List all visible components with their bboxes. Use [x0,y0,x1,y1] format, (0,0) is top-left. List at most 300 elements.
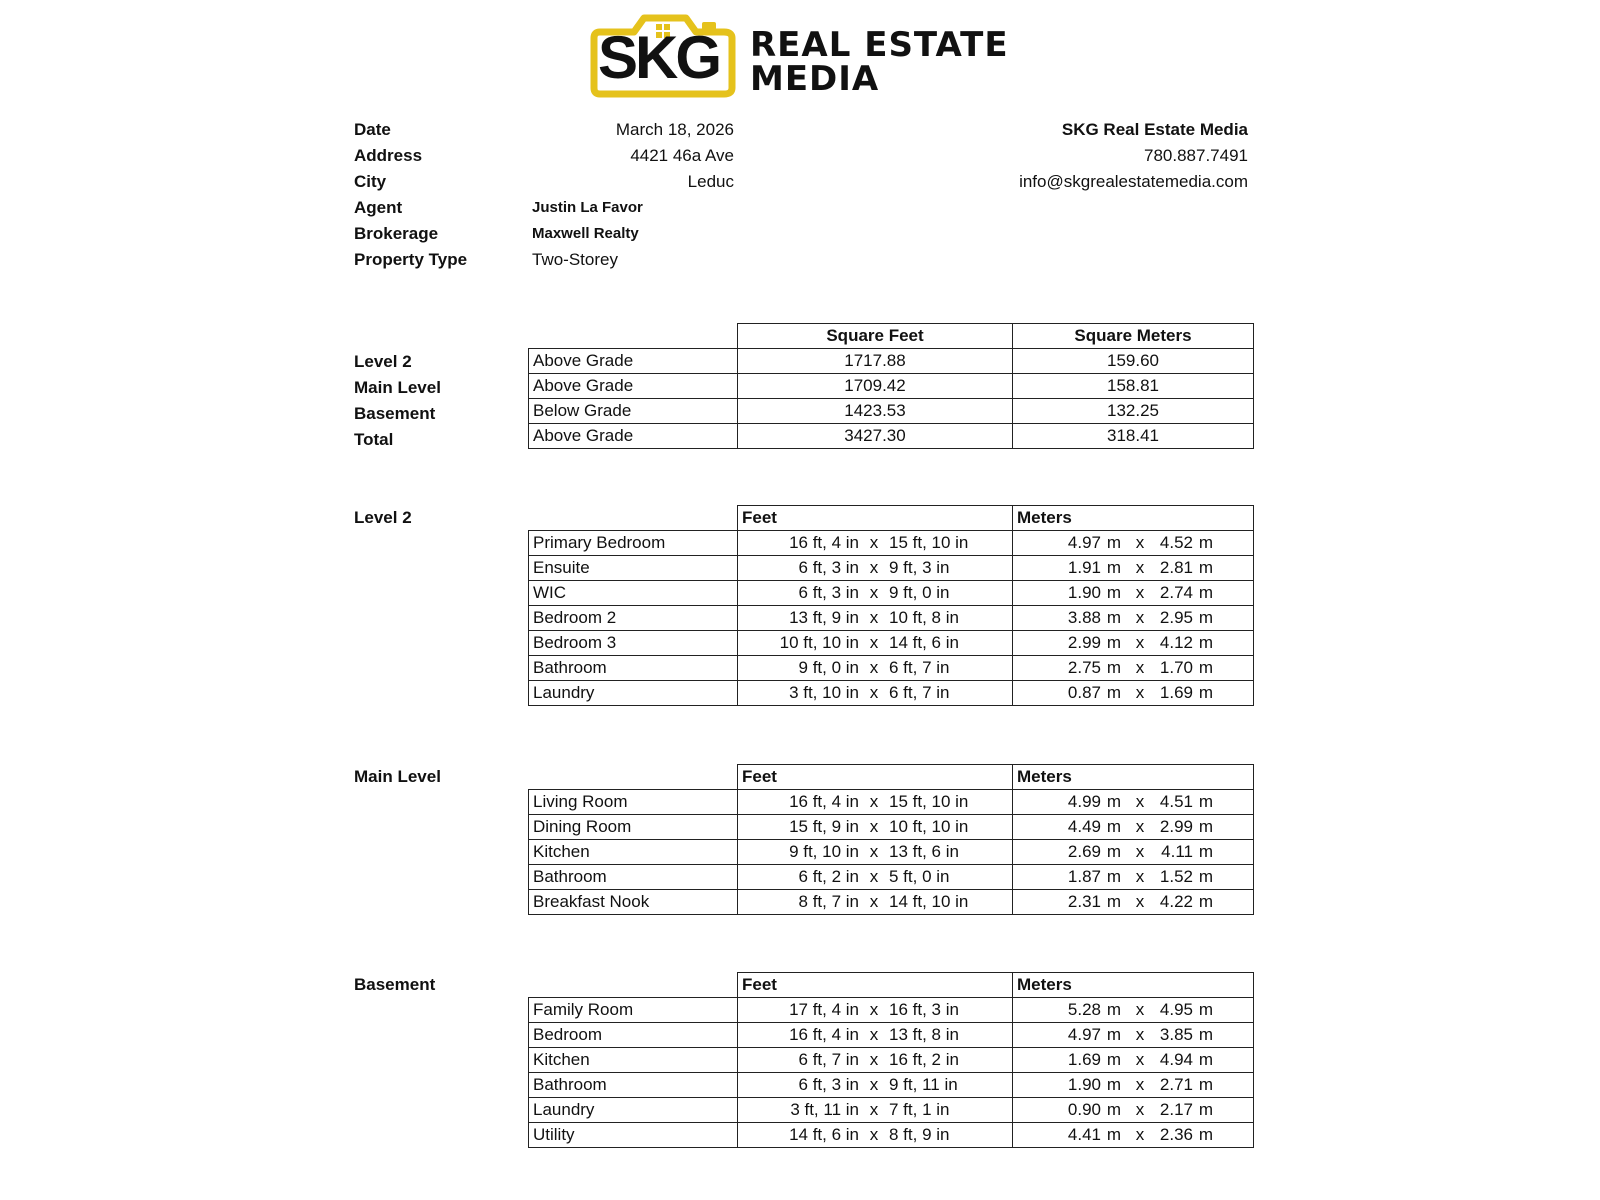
summary-sqm-cell: 158.81 [1013,374,1254,399]
room-meters-cell [1013,556,1254,581]
meters-unit: m [1106,1050,1122,1069]
feet-length: 15 ft, 10 in [889,792,969,811]
meters-unit: m [1198,867,1214,886]
meters-unit: m [1106,792,1122,811]
feet-length: 6 ft, 7 in [889,658,950,677]
meters-length: 3.85 [1159,1025,1193,1044]
feet-times-sign: x [869,1075,879,1094]
room-row [529,790,1254,815]
meters-times-sign: x [1135,583,1145,602]
meters-length: 4.51 [1159,792,1193,811]
feet-length: 13 ft, 6 in [889,842,959,861]
feet-dimension [742,790,1008,814]
room-meters-cell [1013,1048,1254,1073]
feet-dimension [742,1098,1008,1122]
meters-times-sign: x [1135,1000,1145,1019]
feet-width: 6 ft, 3 in [798,1075,859,1094]
room-row [529,531,1254,556]
feet-times-sign: x [869,842,879,861]
room-meters-cell [1013,890,1254,915]
meters-length: 2.81 [1159,558,1193,577]
meters-length: 4.22 [1159,892,1193,911]
meters-unit: m [1106,867,1122,886]
meters-unit: m [1198,633,1214,652]
room-name-cell: Ensuite [529,556,738,581]
room-header-blank [529,973,738,998]
feet-width: 3 ft, 10 in [789,683,859,702]
room-row [529,815,1254,840]
feet-dimension [742,1073,1008,1097]
summary-sqm-cell: 159.60 [1013,349,1254,374]
meters-dimension [1017,531,1249,555]
feet-dimension [742,606,1008,630]
room-name-cell: Living Room [529,790,738,815]
meters-times-sign: x [1135,817,1145,836]
summary-grade-cell: Above Grade [529,374,738,399]
property-type-label: Property Type [354,250,468,269]
meters-width: 5.28 [1067,1000,1101,1019]
room-feet-cell [738,840,1013,865]
room-meters-cell [1013,681,1254,706]
meters-times-sign: x [1135,842,1145,861]
feet-length: 14 ft, 6 in [889,633,959,652]
room-name-cell: Laundry [529,681,738,706]
room-name-cell: Laundry [529,1098,738,1123]
room-row [529,998,1254,1023]
brokerage-value: Maxwell Realty [532,225,639,242]
meters-width: 4.49 [1067,817,1101,836]
feet-length: 14 ft, 10 in [889,892,969,911]
city-label: City [354,172,387,191]
level-section-title: Main Level [354,767,441,786]
feet-times-sign: x [869,533,879,552]
feet-dimension [742,581,1008,605]
feet-width: 6 ft, 3 in [798,558,859,577]
meters-dimension [1017,790,1249,814]
meters-unit: m [1106,1000,1122,1019]
meters-unit: m [1198,1125,1214,1144]
room-meters-cell [1013,531,1254,556]
room-feet-cell [738,556,1013,581]
meters-width: 4.97 [1067,533,1101,552]
room-table-header-row [529,506,1254,531]
meters-dimension [1017,840,1249,864]
meters-width: 4.97 [1067,1025,1101,1044]
meters-unit: m [1198,1050,1214,1069]
meters-length: 4.95 [1159,1000,1193,1019]
room-name-cell: Primary Bedroom [529,531,738,556]
room-meters-cell [1013,1023,1254,1048]
summary-sqft-cell: 1709.42 [738,374,1013,399]
meters-unit: m [1198,1000,1214,1019]
summary-header-sqft: Square Feet [738,324,1013,349]
feet-length: 10 ft, 10 in [889,817,969,836]
meters-unit: m [1106,583,1122,602]
feet-times-sign: x [869,867,879,886]
meters-dimension [1017,865,1249,889]
feet-length: 16 ft, 2 in [889,1050,959,1069]
room-feet-cell [738,1098,1013,1123]
feet-width: 16 ft, 4 in [789,1025,859,1044]
meters-unit: m [1106,533,1122,552]
meters-unit: m [1198,583,1214,602]
room-feet-cell [738,1123,1013,1148]
feet-dimension [742,656,1008,680]
feet-length: 8 ft, 9 in [889,1125,950,1144]
meters-times-sign: x [1135,533,1145,552]
feet-length: 13 ft, 8 in [889,1025,959,1044]
feet-times-sign: x [869,1000,879,1019]
meters-column-header: Meters [1013,506,1254,531]
feet-width: 15 ft, 9 in [789,817,859,836]
feet-column-header: Feet [738,973,1013,998]
meters-dimension [1017,1073,1249,1097]
room-row [529,1123,1254,1148]
room-dimensions-table [528,972,1254,1148]
summary-row [529,399,1254,424]
feet-dimension [742,1023,1008,1047]
meters-unit: m [1106,608,1122,627]
meters-dimension [1017,556,1249,580]
room-name-cell: Bathroom [529,865,738,890]
feet-length: 9 ft, 11 in [889,1075,958,1094]
agent-label: Agent [354,198,403,217]
logo-wordmark-line1: REAL ESTATE [750,25,1009,65]
feet-times-sign: x [869,558,879,577]
date-value: March 18, 2026 [615,120,734,139]
meters-width: 2.99 [1067,633,1101,652]
meters-unit: m [1106,658,1122,677]
level-section-title: Basement [354,975,436,994]
room-name-cell: Dining Room [529,815,738,840]
room-meters-cell [1013,631,1254,656]
feet-length: 10 ft, 8 in [889,608,959,627]
room-feet-cell [738,998,1013,1023]
meters-width: 0.87 [1067,683,1101,702]
room-feet-cell [738,581,1013,606]
room-meters-cell [1013,1123,1254,1148]
meters-length: 2.95 [1159,608,1193,627]
room-meters-cell [1013,656,1254,681]
summary-row [529,424,1254,449]
room-header-blank [529,765,738,790]
meters-width: 1.90 [1067,583,1101,602]
meters-width: 1.90 [1067,1075,1101,1094]
meters-unit: m [1198,608,1214,627]
feet-length: 9 ft, 0 in [889,583,950,602]
meters-dimension [1017,631,1249,655]
feet-length: 15 ft, 10 in [889,533,969,552]
room-row [529,1023,1254,1048]
logo-mark-text: SKG [598,24,720,91]
room-name-cell: WIC [529,581,738,606]
feet-width: 13 ft, 9 in [789,608,859,627]
room-meters-cell [1013,606,1254,631]
room-row [529,631,1254,656]
summary-level-label: Basement [354,404,436,423]
meters-times-sign: x [1135,633,1145,652]
room-feet-cell [738,681,1013,706]
room-name-cell: Bathroom [529,656,738,681]
brokerage-label: Brokerage [354,224,439,243]
room-row [529,1048,1254,1073]
feet-dimension [742,531,1008,555]
room-feet-cell [738,531,1013,556]
feet-dimension [742,890,1008,914]
room-table-header-row [529,765,1254,790]
meters-times-sign: x [1135,1025,1145,1044]
feet-dimension [742,998,1008,1022]
feet-width: 6 ft, 3 in [798,583,859,602]
meters-dimension [1017,815,1249,839]
summary-level-label: Level 2 [354,352,412,371]
meters-times-sign: x [1135,658,1145,677]
meters-unit: m [1106,633,1122,652]
room-meters-cell [1013,1073,1254,1098]
room-dimensions-table [528,764,1254,915]
meters-unit: m [1198,683,1214,702]
feet-width: 6 ft, 2 in [798,867,859,886]
meters-times-sign: x [1135,683,1145,702]
feet-times-sign: x [869,658,879,677]
room-row [529,656,1254,681]
meters-length: 2.74 [1159,583,1193,602]
room-feet-cell [738,1048,1013,1073]
feet-width: 9 ft, 0 in [798,658,859,677]
meters-unit: m [1198,558,1214,577]
summary-row [529,349,1254,374]
meters-dimension [1017,1023,1249,1047]
room-meters-cell [1013,790,1254,815]
company-logo [586,12,1016,98]
room-name-cell: Kitchen [529,1048,738,1073]
room-row [529,840,1254,865]
feet-dimension [742,1123,1008,1147]
feet-width: 6 ft, 7 in [798,1050,859,1069]
summary-level-label: Total [354,430,394,449]
meters-width: 2.69 [1067,842,1101,861]
feet-dimension [742,631,1008,655]
room-name-cell: Bedroom 3 [529,631,738,656]
feet-column-header: Feet [738,765,1013,790]
feet-length: 16 ft, 3 in [889,1000,959,1019]
room-meters-cell [1013,840,1254,865]
meters-width: 0.90 [1067,1100,1101,1119]
meters-unit: m [1106,1125,1122,1144]
meters-width: 2.75 [1067,658,1101,677]
feet-width: 16 ft, 4 in [789,792,859,811]
meters-times-sign: x [1135,1125,1145,1144]
area-summary-table [528,323,1254,449]
feet-width: 8 ft, 7 in [798,892,859,911]
summary-grade-cell: Above Grade [529,424,738,449]
meters-unit: m [1198,658,1214,677]
feet-dimension [742,556,1008,580]
room-feet-cell [738,865,1013,890]
meters-length: 2.99 [1159,817,1193,836]
room-feet-cell [738,790,1013,815]
room-meters-cell [1013,581,1254,606]
meters-width: 4.41 [1067,1125,1101,1144]
meters-dimension [1017,1123,1249,1147]
summary-grade-cell: Above Grade [529,349,738,374]
room-row [529,556,1254,581]
meters-unit: m [1198,842,1214,861]
company-name: SKG Real Estate Media [1061,120,1248,139]
company-phone: 780.887.7491 [1144,146,1248,165]
feet-width: 10 ft, 10 in [779,633,859,652]
room-meters-cell [1013,1098,1254,1123]
room-dimensions-table [528,505,1254,706]
feet-dimension [742,1048,1008,1072]
room-feet-cell [738,890,1013,915]
feet-dimension [742,815,1008,839]
room-name-cell: Utility [529,1123,738,1148]
room-feet-cell [738,1073,1013,1098]
room-name-cell: Bathroom [529,1073,738,1098]
feet-times-sign: x [869,683,879,702]
summary-sqft-cell: 1423.53 [738,399,1013,424]
meters-length: 1.70 [1159,658,1193,677]
feet-width: 9 ft, 10 in [789,842,859,861]
feet-times-sign: x [869,1025,879,1044]
meters-dimension [1017,581,1249,605]
meters-times-sign: x [1135,892,1145,911]
feet-length: 5 ft, 0 in [889,867,950,886]
meters-length: 1.52 [1159,867,1193,886]
city-value: Leduc [687,172,734,191]
room-feet-cell [738,1023,1013,1048]
feet-width: 17 ft, 4 in [789,1000,859,1019]
summary-sqm-cell: 318.41 [1013,424,1254,449]
room-meters-cell [1013,815,1254,840]
room-table-header-row [529,973,1254,998]
feet-times-sign: x [869,583,879,602]
property-type-value: Two-Storey [532,250,618,269]
company-email: info@skgrealestatemedia.com [1019,172,1248,191]
feet-times-sign: x [869,1050,879,1069]
meters-times-sign: x [1135,558,1145,577]
room-row [529,865,1254,890]
room-feet-cell [738,606,1013,631]
meters-unit: m [1198,817,1214,836]
meters-times-sign: x [1135,1075,1145,1094]
meters-dimension [1017,1048,1249,1072]
meters-width: 1.91 [1067,558,1101,577]
feet-times-sign: x [869,608,879,627]
room-name-cell: Bedroom [529,1023,738,1048]
meters-dimension [1017,681,1249,705]
meters-unit: m [1198,1100,1214,1119]
summary-row [529,374,1254,399]
feet-length: 7 ft, 1 in [889,1100,950,1119]
meters-times-sign: x [1135,1100,1145,1119]
room-row [529,1098,1254,1123]
meters-dimension [1017,656,1249,680]
meters-column-header: Meters [1013,765,1254,790]
meters-times-sign: x [1135,792,1145,811]
meters-width: 1.87 [1067,867,1101,886]
summary-sqft-cell: 1717.88 [738,349,1013,374]
summary-level-label: Main Level [354,378,441,397]
meters-width: 1.69 [1067,1050,1101,1069]
feet-length: 6 ft, 7 in [889,683,950,702]
summary-grade-cell: Below Grade [529,399,738,424]
feet-times-sign: x [869,817,879,836]
summary-header-sqm: Square Meters [1013,324,1254,349]
summary-header-blank [529,324,738,349]
meters-length: 4.52 [1159,533,1193,552]
room-meters-cell [1013,865,1254,890]
room-name-cell: Bedroom 2 [529,606,738,631]
logo-wordmark-line2: MEDIA [750,59,880,99]
feet-times-sign: x [869,1100,879,1119]
feet-times-sign: x [869,892,879,911]
room-feet-cell [738,631,1013,656]
meters-dimension [1017,998,1249,1022]
summary-header-row [529,324,1254,349]
summary-sqft-cell: 3427.30 [738,424,1013,449]
meters-length: 4.12 [1159,633,1193,652]
feet-dimension [742,865,1008,889]
meters-times-sign: x [1135,608,1145,627]
address-label: Address [354,146,423,165]
meters-times-sign: x [1135,1050,1145,1069]
room-row [529,681,1254,706]
meters-length: 4.11 [1161,842,1193,861]
meters-length: 1.69 [1159,683,1193,702]
room-name-cell: Breakfast Nook [529,890,738,915]
meters-unit: m [1106,817,1122,836]
meters-unit: m [1198,892,1214,911]
meters-unit: m [1198,533,1214,552]
address-value: 4421 46a Ave [630,146,734,165]
meters-length: 2.36 [1159,1125,1193,1144]
room-meters-cell [1013,998,1254,1023]
meters-times-sign: x [1135,867,1145,886]
meters-unit: m [1106,892,1122,911]
meters-unit: m [1106,1075,1122,1094]
room-row [529,1073,1254,1098]
meters-width: 4.99 [1067,792,1101,811]
meters-unit: m [1106,558,1122,577]
date-label: Date [354,120,391,139]
meters-unit: m [1106,683,1122,702]
meters-length: 4.94 [1159,1050,1193,1069]
meters-unit: m [1198,1025,1214,1044]
room-row [529,581,1254,606]
meters-unit: m [1198,1075,1214,1094]
meters-width: 3.88 [1067,608,1101,627]
meters-dimension [1017,606,1249,630]
room-header-blank [529,506,738,531]
room-feet-cell [738,656,1013,681]
feet-times-sign: x [869,1125,879,1144]
feet-dimension [742,840,1008,864]
room-name-cell: Kitchen [529,840,738,865]
feet-width: 14 ft, 6 in [789,1125,859,1144]
room-row [529,606,1254,631]
feet-length: 9 ft, 3 in [889,558,950,577]
feet-column-header: Feet [738,506,1013,531]
room-feet-cell [738,815,1013,840]
meters-dimension [1017,890,1249,914]
feet-width: 3 ft, 11 in [790,1100,859,1119]
room-name-cell: Family Room [529,998,738,1023]
agent-value: Justin La Favor [532,199,643,216]
feet-width: 16 ft, 4 in [789,533,859,552]
meters-width: 2.31 [1067,892,1101,911]
